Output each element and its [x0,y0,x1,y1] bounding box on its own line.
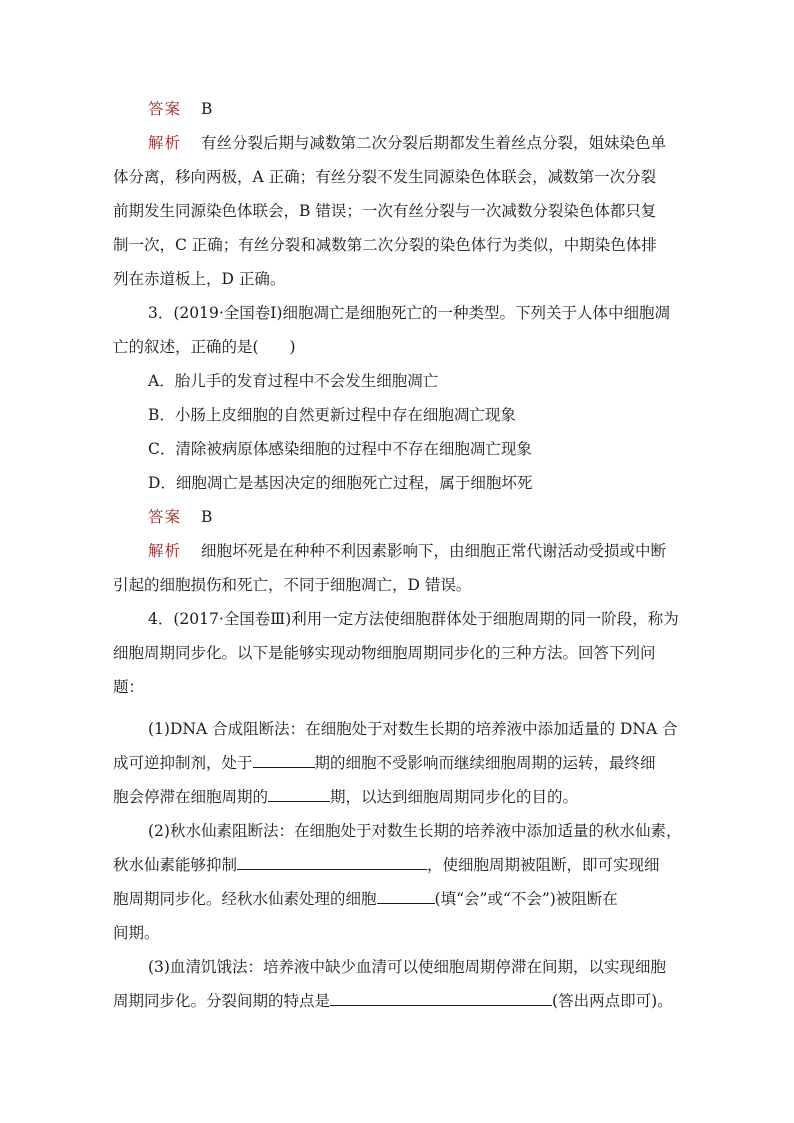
q4-part2-line-2: 秋水仙素能够抑制 ，使细胞周期被阻断，即可实现细 [113,856,660,874]
q2-answer [148,92,683,126]
analysis-label: 解析 [148,542,182,560]
q4-stem-line-1: 4．(2017·全国卷Ⅲ)利用一定方法使细胞群体处于细胞周期的同一阶段，称为 [148,610,679,628]
q4-part3-line-1: (3)血清饥饿法：培养液中缺少血清可以使细胞周期停滞在间期，以实现细胞 [148,958,666,976]
q4-stem-line-2: 细胞周期同步化。以下是能够实现动物细胞周期同步化的三种方法。回答下列问 [113,644,656,662]
analysis-label: 解析 [148,134,182,152]
answer-value: B [201,508,213,526]
answer-value: B [201,100,213,118]
answer-blank[interactable] [253,753,315,768]
q2-analysis-line-2: 体分离，移向两极，A 正确；有丝分裂不发生同源染色体联会，减数第一次分裂 [113,168,657,186]
answer-label: 答案 [148,100,182,118]
q4-part2-line-3: 胞周期同步化。经秋水仙素处理的细胞 (填“会”或“不会”)被阻断在 [113,890,618,908]
q3-option-c: C．清除被病原体感染细胞的过程中不存在细胞凋亡现象 [148,440,532,458]
q3-option-d: D．细胞凋亡是基因决定的细胞死亡过程，属于细胞坏死 [148,474,533,492]
answer-blank[interactable] [237,855,427,870]
q4-part2-line-4: 间期。 [113,924,160,942]
q3-stem-line-2: 亡的叙述，正确的是( ) [113,338,296,356]
q2-analysis-line-4: 制一次，C 正确；有丝分裂和减数第二次分裂的染色体行为类似，中期染色体排 [113,236,657,254]
q3-analysis-line-1: 解析 细胞坏死是在种种不利因素影响下，由细胞正常代谢活动受损或中断 [148,542,667,560]
q4-part1-line-1: (1)DNA 合成阻断法：在细胞处于对数生长期的培养液中添加适量的 DNA 合 [148,720,678,738]
q4-part2-line-1: (2)秋水仙素阻断法：在细胞处于对数生长期的培养液中添加适量的秋水仙素， [148,822,682,840]
q3-option-b: B．小肠上皮细胞的自然更新过程中存在细胞凋亡现象 [148,406,516,424]
q2-analysis-line-3: 前期发生同源染色体联会，B 错误；一次有丝分裂与一次减数分裂染色体都只复 [113,202,657,220]
q4-part3-line-2: 周期同步化。分裂间期的特点是 (答出两点即可)。 [113,992,673,1010]
answer-blank[interactable] [268,787,330,802]
q3-option-a: A．胎儿手的发育过程中不会发生细胞凋亡 [148,372,439,390]
q2-analysis-line-5: 列在赤道板上，D 正确。 [113,270,286,288]
q4-part1-line-3: 胞会停滞在细胞周期的 期，以达到细胞周期同步化的目的。 [113,788,579,806]
q4-part1-line-2: 成可逆抑制剂，处于 期的细胞不受影响而继续细胞周期的运转，最终细 [113,754,656,772]
q3-analysis-line-2: 引起的细胞损伤和死亡，不同于细胞凋亡，D 错误。 [113,576,472,594]
answer-blank[interactable] [377,889,435,904]
q2-analysis-line-1: 解析 有丝分裂后期与减数第二次分裂后期都发生着丝点分裂，姐妹染色单 [148,134,667,152]
answer-label: 答案 [148,508,182,526]
q3-answer [148,500,683,534]
q3-stem-line-1: 3．(2019·全国卷Ⅰ)细胞凋亡是细胞死亡的一种类型。下列关于人体中细胞凋 [148,304,670,322]
answer-blank[interactable] [330,991,552,1006]
q4-stem-line-3: 题： [113,678,145,696]
